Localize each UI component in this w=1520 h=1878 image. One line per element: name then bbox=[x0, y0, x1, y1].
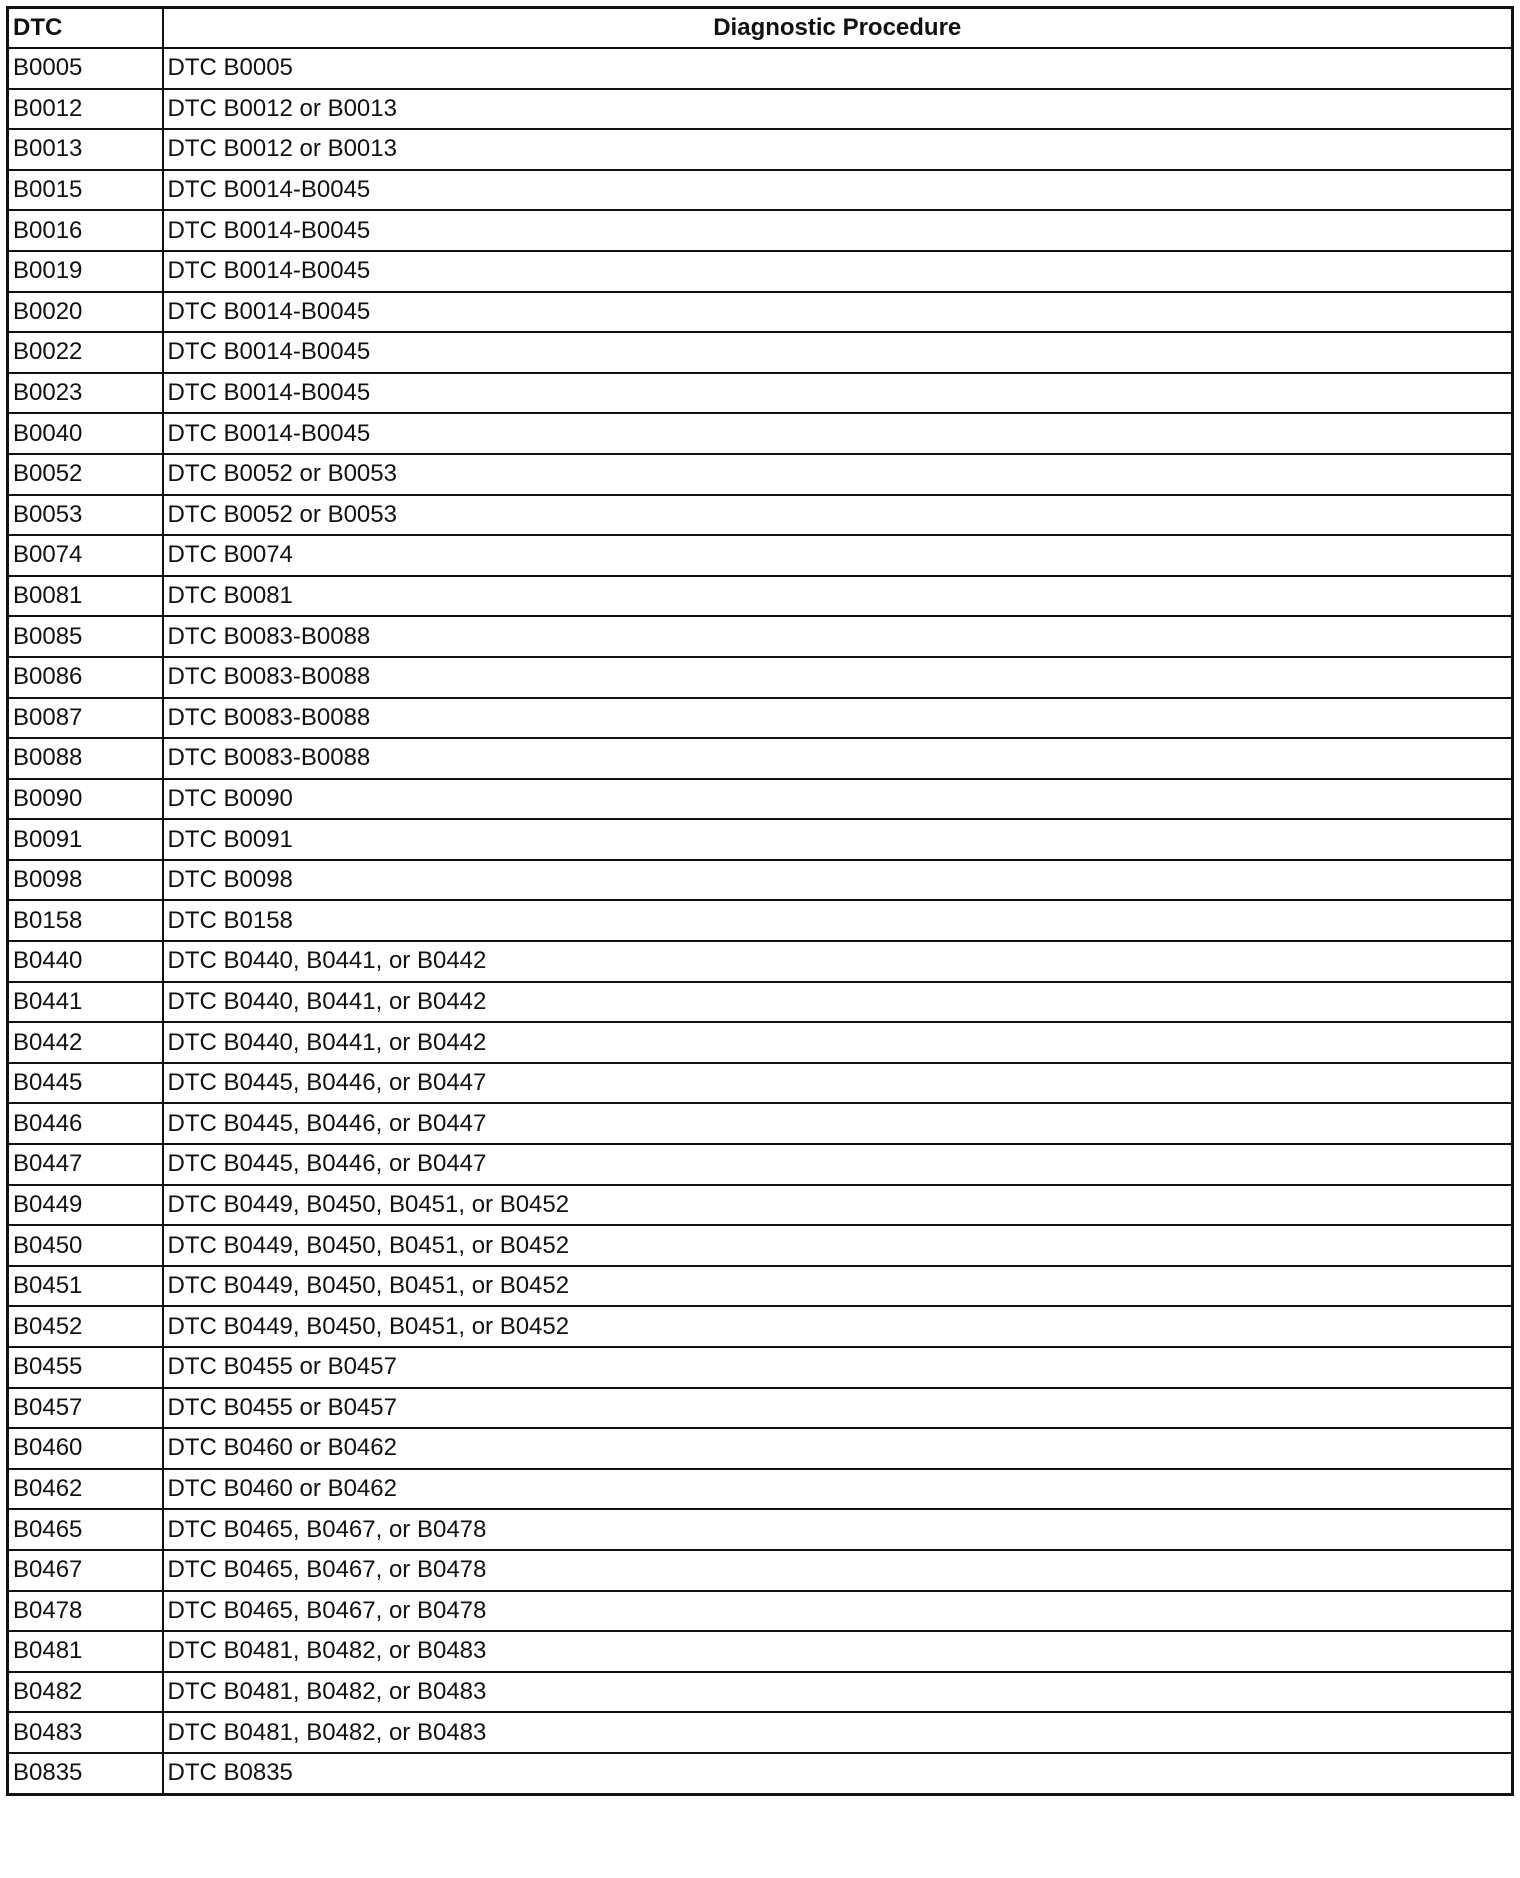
diagnostic-procedure-cell: DTC B0440, B0441, or B0442 bbox=[163, 982, 1513, 1023]
diagnostic-procedure-cell: DTC B0014-B0045 bbox=[163, 413, 1513, 454]
dtc-code-cell: B0449 bbox=[8, 1185, 163, 1226]
diagnostic-procedure-cell: DTC B0445, B0446, or B0447 bbox=[163, 1103, 1513, 1144]
table-row bbox=[8, 1753, 1513, 1794]
dtc-code-cell: B0085 bbox=[8, 616, 163, 657]
table-row bbox=[8, 1347, 1513, 1388]
table-row bbox=[8, 1428, 1513, 1469]
diagnostic-procedure-cell: DTC B0445, B0446, or B0447 bbox=[163, 1063, 1513, 1104]
table-row bbox=[8, 1225, 1513, 1266]
table-row bbox=[8, 1185, 1513, 1226]
dtc-code-cell: B0455 bbox=[8, 1347, 163, 1388]
diagnostic-procedure-cell: DTC B0005 bbox=[163, 48, 1513, 89]
diagnostic-procedure-cell: DTC B0449, B0450, B0451, or B0452 bbox=[163, 1225, 1513, 1266]
diagnostic-procedure-cell: DTC B0014-B0045 bbox=[163, 373, 1513, 414]
table-row bbox=[8, 495, 1513, 536]
table-row bbox=[8, 1509, 1513, 1550]
dtc-code-cell: B0440 bbox=[8, 941, 163, 982]
dtc-table bbox=[6, 6, 1514, 1796]
dtc-code-cell: B0019 bbox=[8, 251, 163, 292]
table-row bbox=[8, 292, 1513, 333]
dtc-code-cell: B0452 bbox=[8, 1306, 163, 1347]
dtc-code-cell: B0087 bbox=[8, 698, 163, 739]
diagnostic-procedure-cell: DTC B0481, B0482, or B0483 bbox=[163, 1712, 1513, 1753]
diagnostic-procedure-cell: DTC B0090 bbox=[163, 779, 1513, 820]
diagnostic-procedure-cell: DTC B0481, B0482, or B0483 bbox=[163, 1631, 1513, 1672]
column-header-diagnostic-procedure: Diagnostic Procedure bbox=[163, 8, 1513, 49]
table-row bbox=[8, 535, 1513, 576]
dtc-code-cell: B0457 bbox=[8, 1388, 163, 1429]
diagnostic-procedure-cell: DTC B0098 bbox=[163, 860, 1513, 901]
dtc-code-cell: B0451 bbox=[8, 1266, 163, 1307]
dtc-table-container bbox=[6, 6, 1511, 1796]
dtc-code-cell: B0445 bbox=[8, 1063, 163, 1104]
diagnostic-procedure-cell: DTC B0012 or B0013 bbox=[163, 129, 1513, 170]
diagnostic-procedure-cell: DTC B0449, B0450, B0451, or B0452 bbox=[163, 1306, 1513, 1347]
diagnostic-procedure-cell: DTC B0455 or B0457 bbox=[163, 1388, 1513, 1429]
table-row bbox=[8, 210, 1513, 251]
table-row bbox=[8, 1550, 1513, 1591]
table-row bbox=[8, 1144, 1513, 1185]
dtc-code-cell: B0090 bbox=[8, 779, 163, 820]
dtc-code-cell: B0005 bbox=[8, 48, 163, 89]
diagnostic-procedure-cell: DTC B0460 or B0462 bbox=[163, 1428, 1513, 1469]
dtc-code-cell: B0012 bbox=[8, 89, 163, 130]
dtc-code-cell: B0040 bbox=[8, 413, 163, 454]
table-row bbox=[8, 373, 1513, 414]
table-row bbox=[8, 1712, 1513, 1753]
dtc-code-cell: B0013 bbox=[8, 129, 163, 170]
dtc-code-cell: B0022 bbox=[8, 332, 163, 373]
dtc-code-cell: B0052 bbox=[8, 454, 163, 495]
diagnostic-procedure-cell: DTC B0481, B0482, or B0483 bbox=[163, 1672, 1513, 1713]
diagnostic-procedure-cell: DTC B0158 bbox=[163, 900, 1513, 941]
table-row bbox=[8, 576, 1513, 617]
diagnostic-procedure-cell: DTC B0465, B0467, or B0478 bbox=[163, 1591, 1513, 1632]
table-row bbox=[8, 616, 1513, 657]
diagnostic-procedure-cell: DTC B0445, B0446, or B0447 bbox=[163, 1144, 1513, 1185]
table-row bbox=[8, 1388, 1513, 1429]
dtc-code-cell: B0465 bbox=[8, 1509, 163, 1550]
diagnostic-procedure-cell: DTC B0012 or B0013 bbox=[163, 89, 1513, 130]
dtc-code-cell: B0447 bbox=[8, 1144, 163, 1185]
table-row bbox=[8, 251, 1513, 292]
table-row bbox=[8, 819, 1513, 860]
table-row bbox=[8, 1103, 1513, 1144]
table-row bbox=[8, 1306, 1513, 1347]
diagnostic-procedure-cell: DTC B0460 or B0462 bbox=[163, 1469, 1513, 1510]
column-header-dtc: DTC bbox=[8, 8, 163, 49]
dtc-code-cell: B0481 bbox=[8, 1631, 163, 1672]
dtc-code-cell: B0020 bbox=[8, 292, 163, 333]
dtc-code-cell: B0462 bbox=[8, 1469, 163, 1510]
diagnostic-procedure-cell: DTC B0083-B0088 bbox=[163, 657, 1513, 698]
table-row bbox=[8, 941, 1513, 982]
diagnostic-procedure-cell: DTC B0449, B0450, B0451, or B0452 bbox=[163, 1266, 1513, 1307]
diagnostic-procedure-cell: DTC B0014-B0045 bbox=[163, 332, 1513, 373]
table-row bbox=[8, 129, 1513, 170]
diagnostic-procedure-cell: DTC B0014-B0045 bbox=[163, 251, 1513, 292]
diagnostic-procedure-cell: DTC B0449, B0450, B0451, or B0452 bbox=[163, 1185, 1513, 1226]
diagnostic-procedure-cell: DTC B0083-B0088 bbox=[163, 698, 1513, 739]
table-row bbox=[8, 413, 1513, 454]
dtc-code-cell: B0053 bbox=[8, 495, 163, 536]
dtc-code-cell: B0835 bbox=[8, 1753, 163, 1794]
table-row bbox=[8, 657, 1513, 698]
diagnostic-procedure-cell: DTC B0052 or B0053 bbox=[163, 454, 1513, 495]
diagnostic-procedure-cell: DTC B0440, B0441, or B0442 bbox=[163, 1022, 1513, 1063]
diagnostic-procedure-cell: DTC B0835 bbox=[163, 1753, 1513, 1794]
table-row bbox=[8, 738, 1513, 779]
table-row bbox=[8, 332, 1513, 373]
diagnostic-procedure-cell: DTC B0074 bbox=[163, 535, 1513, 576]
diagnostic-procedure-cell: DTC B0081 bbox=[163, 576, 1513, 617]
dtc-code-cell: B0460 bbox=[8, 1428, 163, 1469]
diagnostic-procedure-cell: DTC B0014-B0045 bbox=[163, 170, 1513, 211]
diagnostic-procedure-cell: DTC B0091 bbox=[163, 819, 1513, 860]
dtc-code-cell: B0441 bbox=[8, 982, 163, 1023]
dtc-code-cell: B0450 bbox=[8, 1225, 163, 1266]
table-row bbox=[8, 982, 1513, 1023]
diagnostic-procedure-cell: DTC B0440, B0441, or B0442 bbox=[163, 941, 1513, 982]
dtc-code-cell: B0098 bbox=[8, 860, 163, 901]
table-row bbox=[8, 860, 1513, 901]
dtc-code-cell: B0482 bbox=[8, 1672, 163, 1713]
dtc-code-cell: B0483 bbox=[8, 1712, 163, 1753]
diagnostic-procedure-cell: DTC B0014-B0045 bbox=[163, 210, 1513, 251]
table-row bbox=[8, 698, 1513, 739]
table-row bbox=[8, 900, 1513, 941]
dtc-code-cell: B0086 bbox=[8, 657, 163, 698]
table-row bbox=[8, 1672, 1513, 1713]
diagnostic-procedure-cell: DTC B0465, B0467, or B0478 bbox=[163, 1550, 1513, 1591]
table-row bbox=[8, 170, 1513, 211]
table-row bbox=[8, 1063, 1513, 1104]
table-row bbox=[8, 1469, 1513, 1510]
dtc-code-cell: B0016 bbox=[8, 210, 163, 251]
diagnostic-procedure-cell: DTC B0455 or B0457 bbox=[163, 1347, 1513, 1388]
dtc-code-cell: B0081 bbox=[8, 576, 163, 617]
table-row bbox=[8, 1591, 1513, 1632]
dtc-code-cell: B0091 bbox=[8, 819, 163, 860]
diagnostic-procedure-cell: DTC B0052 or B0053 bbox=[163, 495, 1513, 536]
dtc-code-cell: B0074 bbox=[8, 535, 163, 576]
dtc-code-cell: B0015 bbox=[8, 170, 163, 211]
table-body bbox=[8, 48, 1513, 1794]
table-row bbox=[8, 48, 1513, 89]
dtc-code-cell: B0478 bbox=[8, 1591, 163, 1632]
dtc-code-cell: B0446 bbox=[8, 1103, 163, 1144]
dtc-code-cell: B0442 bbox=[8, 1022, 163, 1063]
diagnostic-procedure-cell: DTC B0014-B0045 bbox=[163, 292, 1513, 333]
table-row bbox=[8, 1631, 1513, 1672]
table-row bbox=[8, 1022, 1513, 1063]
dtc-code-cell: B0158 bbox=[8, 900, 163, 941]
diagnostic-procedure-cell: DTC B0083-B0088 bbox=[163, 738, 1513, 779]
table-row bbox=[8, 1266, 1513, 1307]
diagnostic-procedure-cell: DTC B0083-B0088 bbox=[163, 616, 1513, 657]
table-row bbox=[8, 89, 1513, 130]
table-header-row bbox=[8, 8, 1513, 49]
table-row bbox=[8, 779, 1513, 820]
table-row bbox=[8, 454, 1513, 495]
dtc-code-cell: B0023 bbox=[8, 373, 163, 414]
dtc-code-cell: B0088 bbox=[8, 738, 163, 779]
diagnostic-procedure-cell: DTC B0465, B0467, or B0478 bbox=[163, 1509, 1513, 1550]
dtc-code-cell: B0467 bbox=[8, 1550, 163, 1591]
